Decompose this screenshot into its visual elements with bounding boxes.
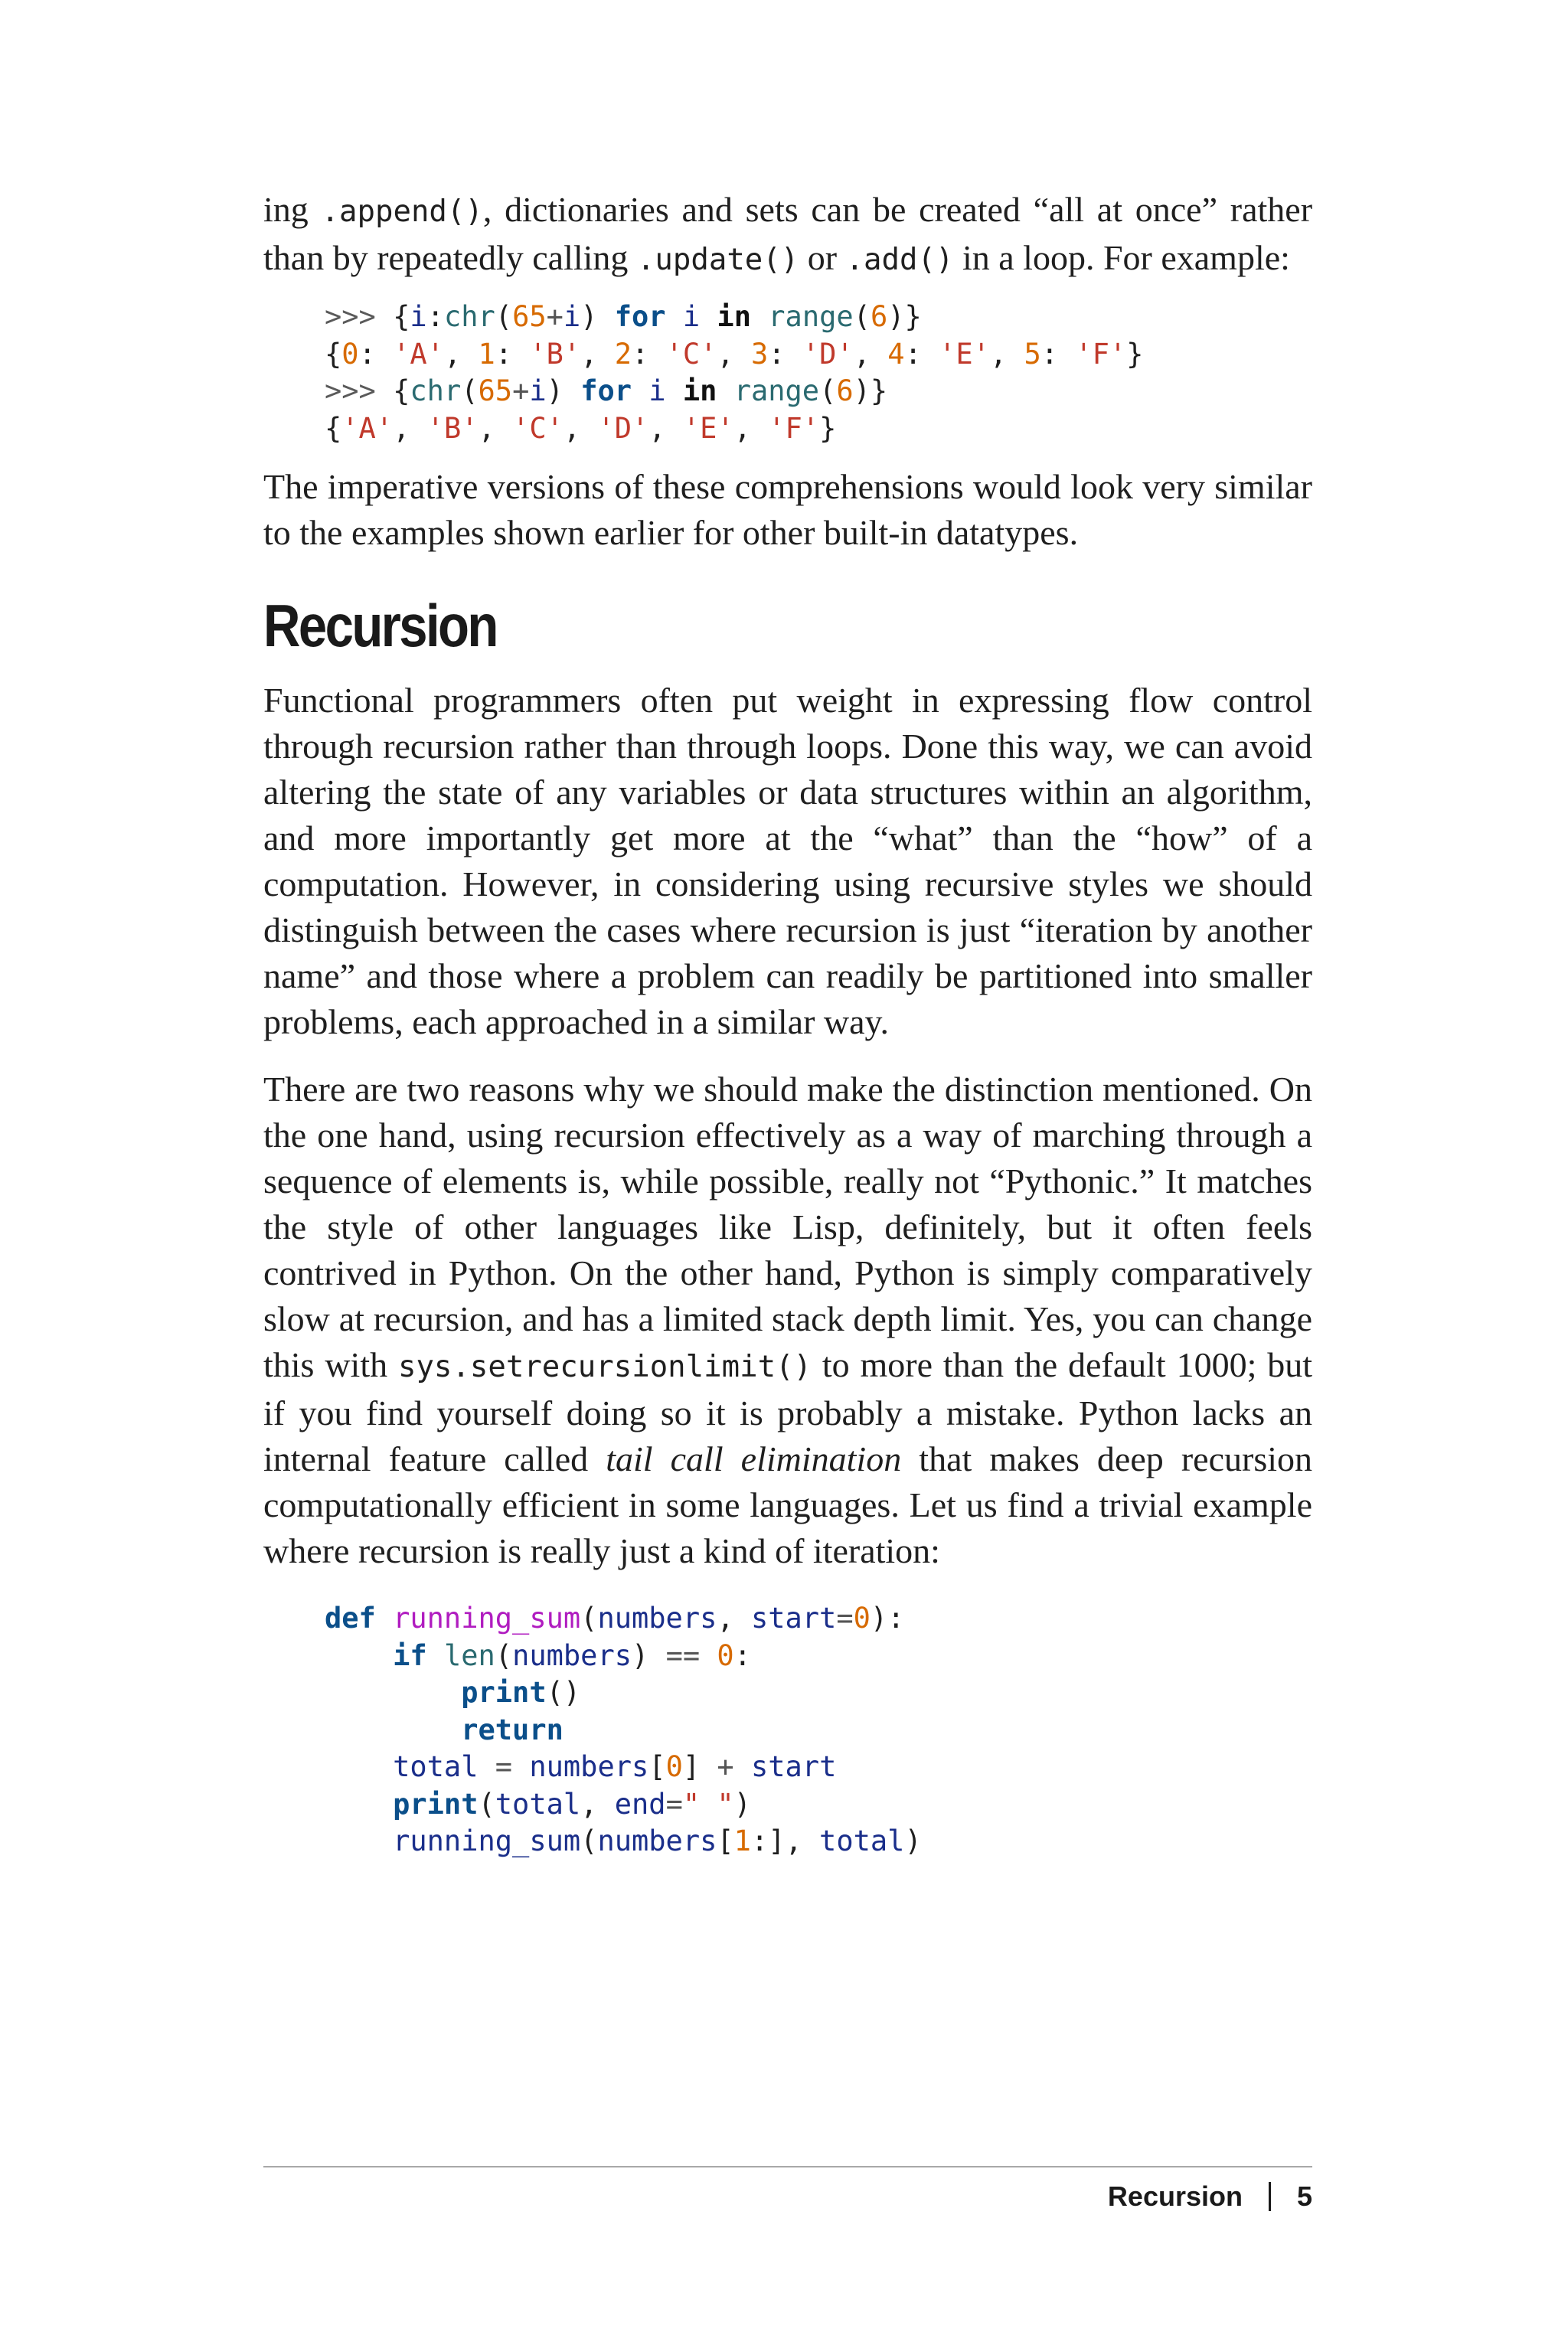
code-token: [ [717, 1824, 734, 1857]
code-token: { [325, 337, 342, 371]
code-token: 'B' [426, 411, 479, 445]
code-token [512, 1750, 529, 1783]
code-token [734, 1750, 751, 1783]
code-token: : [495, 337, 530, 371]
code-token: i [529, 374, 547, 407]
code-token [666, 374, 683, 407]
code-token [717, 374, 733, 407]
code-token: 65 [512, 300, 547, 333]
inline-code: .update() [636, 243, 799, 277]
code-token: 'D' [802, 337, 854, 371]
code-token [325, 1713, 461, 1746]
code-token: range [733, 374, 820, 407]
code-token: , [580, 337, 615, 371]
code-token: ) [733, 1787, 751, 1821]
code-token: ) [546, 374, 581, 407]
code-token [325, 1639, 393, 1672]
footer-section-title: Recursion [1107, 2180, 1243, 2212]
code-token [325, 1750, 393, 1783]
code-block-running-sum [263, 1600, 1312, 1860]
code-token: } [1126, 337, 1144, 371]
code-token [700, 1639, 717, 1672]
code-line [325, 1676, 580, 1709]
code-token: def [325, 1602, 376, 1635]
code-token: 'F' [768, 411, 820, 445]
text-column [263, 187, 1312, 1860]
code-token: ( [461, 374, 479, 407]
code-token: numbers [512, 1638, 632, 1672]
code-token: () [546, 1676, 581, 1709]
text-run: , dictionaries and sets can be created “all at once” rather than by repeatedly calling [263, 190, 1313, 277]
code-token: print [393, 1787, 479, 1821]
code-token [325, 1788, 393, 1821]
code-token [751, 300, 768, 333]
inline-code: .append() [321, 194, 483, 229]
code-token: 6 [870, 300, 888, 333]
text-run: in a loop. For example: [953, 238, 1290, 277]
code-token [376, 1602, 393, 1635]
code-token: : [632, 337, 666, 371]
code-token: i [563, 300, 581, 333]
code-token: 0 [717, 1638, 734, 1672]
code-token: i [648, 374, 666, 407]
code-token: print [461, 1676, 547, 1709]
code-token: 2 [614, 337, 632, 371]
code-token: = [836, 1602, 854, 1635]
code-token: 0 [341, 337, 359, 371]
code-token: running_sum [393, 1824, 581, 1857]
footer-separator [1269, 2182, 1271, 2211]
code-token: = [665, 1787, 683, 1821]
code-token: : [1040, 337, 1076, 371]
code-token: , [393, 411, 427, 445]
code-token: 65 [478, 374, 513, 407]
code-line [325, 1750, 836, 1783]
code-line [325, 1713, 564, 1746]
code-token: : [904, 337, 939, 371]
section-heading: Recursion [263, 592, 497, 659]
text-run: or [799, 238, 846, 277]
code-token: for [614, 300, 666, 333]
code-token: i [682, 300, 701, 333]
code-token [479, 1750, 495, 1783]
code-token: :], [750, 1824, 820, 1857]
code-token: , [989, 337, 1024, 371]
code-line [325, 300, 922, 333]
code-token: numbers [597, 1602, 717, 1635]
code-token: : [358, 337, 394, 371]
code-token: ( [478, 1787, 495, 1821]
code-token: [ [648, 1750, 666, 1783]
code-token: end [614, 1787, 666, 1821]
code-token: 'A' [393, 337, 444, 371]
inline-code: .add() [845, 243, 954, 277]
code-block-comprehensions [263, 299, 1312, 447]
code-token: 1 [478, 337, 495, 371]
code-token: >>> [325, 300, 394, 333]
code-token: , [478, 411, 513, 445]
code-token: 'C' [665, 337, 717, 371]
text-run: ing [263, 190, 322, 229]
code-token: 'E' [682, 411, 734, 445]
code-token: ) [632, 1638, 666, 1672]
code-token: 5 [1024, 337, 1041, 371]
code-token [325, 1676, 461, 1709]
code-token: range [768, 300, 854, 333]
code-token [325, 1824, 393, 1857]
code-token: chr [443, 300, 495, 333]
imperative-paragraph: The imperative versions of these comprehensions would look very similar to the examples shown earlier for other built-in datatypes. [263, 467, 1312, 552]
code-token: >>> [325, 374, 394, 407]
text-run: that makes deep recursion computationally efficient in some languages. Let us find a trivial example where recursion is really just a kind of iteration: [263, 1439, 1312, 1570]
code-token [632, 374, 648, 407]
code-token: running_sum [393, 1602, 581, 1635]
code-token: , [563, 411, 598, 445]
code-token: ( [495, 300, 513, 333]
code-token [700, 300, 717, 333]
code-token: numbers [529, 1750, 649, 1783]
code-token: in [682, 374, 717, 407]
text-run: There are two reasons why we should make the distinction mentioned. On the one hand, using recursion effectively as a way of marching through a sequence of elements is, while possible, really not “Pythonic.” It matches the style of other languages like Lisp, definitely, but it often feels contrived in Python. On the other hand, Python is simply comparatively slow at recursion, and has a limited stack depth limit. Yes, you can change this with [263, 1070, 1312, 1384]
code-token: , [853, 337, 888, 371]
code-token: 'C' [512, 411, 564, 445]
code-token: 6 [836, 374, 854, 407]
code-token: , [443, 337, 479, 371]
code-token: , [580, 1787, 615, 1821]
page-footer [1108, 2180, 1312, 2213]
code-token: ( [853, 300, 871, 333]
code-token: start [750, 1750, 837, 1783]
code-token: i [410, 300, 427, 333]
code-token: : [733, 1638, 751, 1672]
code-line [325, 1824, 922, 1857]
code-token: : [426, 300, 444, 333]
code-token: 'B' [529, 337, 581, 371]
code-token: 'E' [939, 337, 990, 371]
footer-rule [263, 2166, 1312, 2167]
code-token: numbers [597, 1824, 717, 1857]
code-token: { [325, 411, 342, 445]
code-token: = [495, 1750, 513, 1783]
code-token: 4 [887, 337, 905, 371]
emphasis-text: tail call elimination [606, 1439, 902, 1478]
code-token: 'D' [597, 411, 649, 445]
code-token: ) [904, 1824, 922, 1857]
code-token: 1 [733, 1824, 751, 1857]
code-token: ] [682, 1750, 717, 1783]
code-token: 0 [853, 1602, 871, 1635]
code-token: , [717, 337, 751, 371]
inline-code: sys.setrecursionlimit() [397, 1350, 812, 1384]
code-token: 0 [665, 1750, 683, 1783]
code-token: + [717, 1750, 734, 1783]
code-line [325, 1639, 751, 1672]
code-line [325, 374, 887, 407]
code-token: 'F' [1075, 337, 1127, 371]
recursion-reasons-paragraph [263, 1067, 1312, 1574]
code-token: , [648, 411, 683, 445]
code-line [325, 1602, 904, 1635]
code-token: { [393, 374, 410, 407]
code-token: chr [410, 374, 462, 407]
code-token: } [819, 411, 837, 445]
code-token: in [717, 300, 751, 333]
code-token: , [717, 1602, 751, 1635]
code-token: " " [682, 1787, 734, 1821]
code-token: { [393, 300, 410, 333]
code-line [325, 1788, 751, 1821]
code-token: ( [819, 374, 837, 407]
code-token: ): [870, 1602, 905, 1635]
code-token: )} [853, 374, 888, 407]
page-number: 5 [1296, 2180, 1312, 2212]
code-token: , [733, 411, 769, 445]
code-token: + [512, 374, 530, 407]
code-token: ( [495, 1638, 513, 1672]
text-run: to more than the default 1000; but if you find yourself doing so it is probably a mistake. Python lacks an internal feature called [263, 1345, 1312, 1478]
recursion-intro-paragraph: Functional programmers often put weight in expressing flow control through recursion rather than through loops. Done this way, we can avoid altering the state of any variables or data structures within an algorithm, and more importantly get more at the “what” than the “how” of a computation. However, in considering using recursive styles we should distinguish between the cases where recursion is just “iteration by another name” and those where a problem can readily be partitioned into smaller problems, each approached in a similar way. [263, 681, 1312, 1041]
code-token: len [443, 1638, 495, 1672]
code-token: for [580, 374, 632, 407]
code-token: total [819, 1824, 905, 1857]
code-token: if [393, 1638, 427, 1672]
code-token: start [750, 1602, 837, 1635]
code-line [325, 412, 836, 445]
code-token: == [665, 1638, 701, 1672]
intro-paragraph [263, 187, 1312, 283]
code-token: 3 [750, 337, 769, 371]
code-token: ) [580, 300, 615, 333]
code-token: : [768, 337, 802, 371]
code-token: ( [580, 1602, 598, 1635]
code-line [325, 338, 1143, 371]
code-token: total [393, 1750, 479, 1783]
code-token [666, 300, 683, 333]
code-token: 'A' [341, 411, 394, 445]
code-token: )} [887, 300, 922, 333]
code-token: total [495, 1787, 581, 1821]
code-token: ( [580, 1824, 598, 1857]
code-token: return [461, 1713, 564, 1746]
code-token [427, 1639, 444, 1672]
code-token: + [546, 300, 564, 333]
